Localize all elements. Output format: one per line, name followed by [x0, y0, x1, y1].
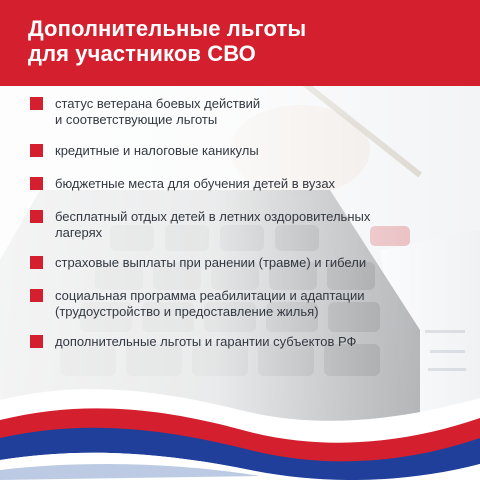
- benefit-line: (трудоустройство и предоставление жилья): [55, 304, 319, 319]
- benefit-line: дополнительные льготы и гарантии субъектов РФ: [55, 334, 357, 349]
- page-title: [28, 16, 480, 66]
- benefit-text: [55, 143, 450, 159]
- title-line: Дополнительные льготы: [28, 16, 307, 41]
- flag-waves-decoration: [0, 380, 480, 480]
- red-square-bullet-icon: [30, 97, 43, 110]
- red-square-bullet-icon: [30, 256, 43, 269]
- benefit-text: [55, 176, 450, 192]
- red-square-bullet-icon: [30, 210, 43, 223]
- header-banner: [0, 0, 480, 86]
- benefit-line: статус ветерана боевых действий: [55, 96, 261, 111]
- benefit-line: бюджетные места для обучения детей в вузах: [55, 176, 336, 191]
- benefit-text: [55, 209, 450, 241]
- benefit-line: и соответствующие льготы: [55, 112, 218, 127]
- title-line: для участников СВО: [28, 41, 256, 66]
- benefit-text: [55, 288, 450, 320]
- red-square-bullet-icon: [30, 289, 43, 302]
- benefit-text: [55, 255, 450, 271]
- red-square-bullet-icon: [30, 177, 43, 190]
- benefit-line: лагерях: [55, 225, 103, 240]
- benefit-line: страховые выплаты при ранении (травме) и гибели: [55, 255, 367, 270]
- red-square-bullet-icon: [30, 335, 43, 348]
- benefit-line: социальная программа реабилитации и адаптации: [55, 288, 365, 303]
- benefit-line: бесплатный отдых детей в летних оздоровительных: [55, 209, 371, 224]
- benefit-text: [55, 96, 450, 128]
- benefit-text: [55, 334, 450, 350]
- red-square-bullet-icon: [30, 144, 43, 157]
- benefit-line: кредитные и налоговые каникулы: [55, 143, 259, 158]
